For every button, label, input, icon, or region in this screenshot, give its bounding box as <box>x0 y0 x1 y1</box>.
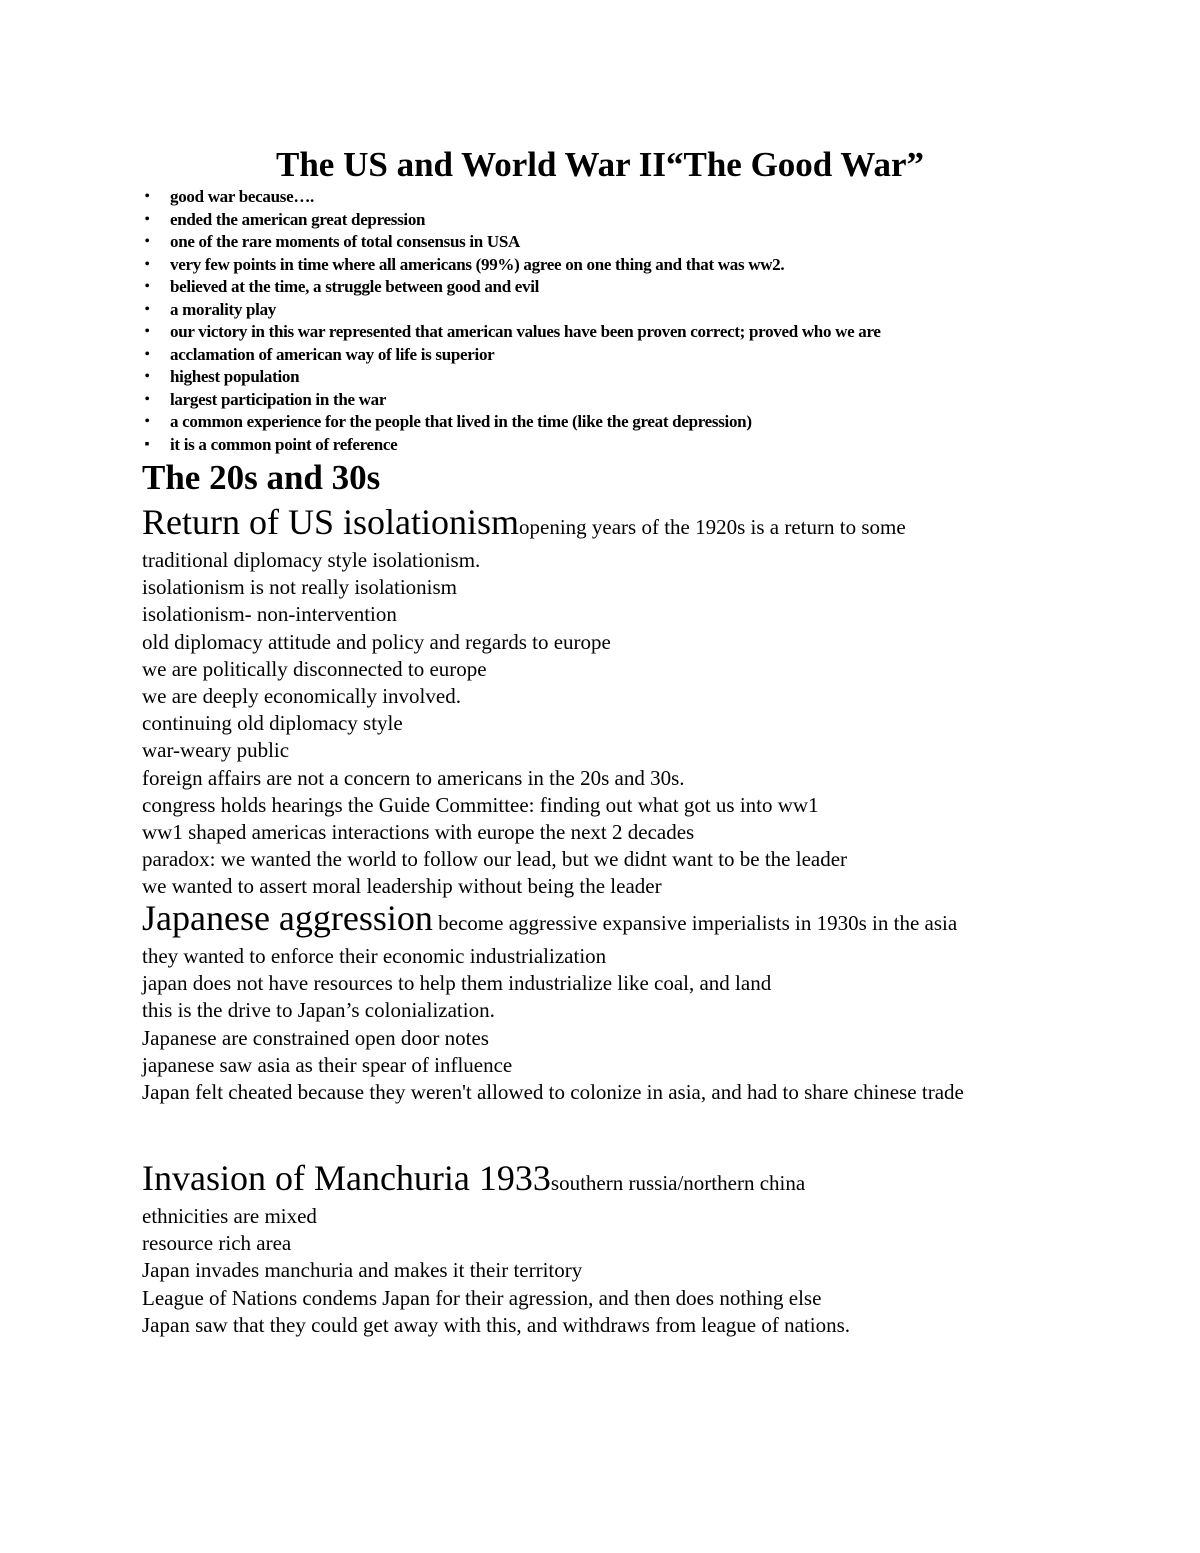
bullet-item: • a common experience for the people that lived in the time (like the great depression) <box>142 411 1142 434</box>
note-line: we are politically disconnected to europe <box>142 656 487 681</box>
note-line: we are deeply economically involved. <box>142 684 461 709</box>
manchuria-section <box>142 1158 1142 1339</box>
isolationism-lead-text: opening years of the 1920s is a return to some <box>519 515 906 539</box>
isolationism-heading: Return of US isolationism <box>142 502 519 542</box>
note-line: isolationism is not really isolationism <box>142 575 457 600</box>
good-war-bullet-list <box>142 186 1142 456</box>
note-line: Japanese are constrained open door notes <box>142 1025 489 1050</box>
note-line: foreign affairs are not a concern to americans in the 20s and 30s. <box>142 765 685 790</box>
note-line: Japan invades manchuria and makes it their territory <box>142 1258 583 1283</box>
bullet-glyph: • <box>144 369 150 384</box>
note-line: paradox: we wanted the world to follow our lead, but we didnt want to be the leader <box>142 847 848 872</box>
bullet-item: ▪ it is a common point of reference <box>142 434 1142 457</box>
bullet-glyph: • <box>144 346 150 362</box>
note-line: ethnicities are mixed <box>142 1204 317 1228</box>
bullet-glyph: • <box>144 414 150 429</box>
note-line: League of Nations condems Japan for their agression, and then does nothing else <box>142 1285 822 1310</box>
note-line: they wanted to enforce their economic industrialization <box>142 944 607 968</box>
bullet-item: • very few points in time where all americans (99%) agree on one thing and that was ww2. <box>142 254 1142 277</box>
note-line: japan does not have resources to help them industrialize like coal, and land <box>142 971 772 996</box>
bullet-glyph: • <box>144 391 150 407</box>
note-line: continuing old diplomacy style <box>142 711 403 736</box>
document-title: The US and World War II“The Good War” <box>275 145 924 184</box>
manchuria-heading: Invasion of Manchuria 1933 <box>142 1158 551 1198</box>
isolationism-section <box>142 502 1142 901</box>
bullet-glyph: • <box>144 211 150 227</box>
bullet-glyph: • <box>144 279 150 294</box>
isolationism-lead <box>142 502 1142 547</box>
note-line: traditional diplomacy style isolationism. <box>142 548 481 572</box>
note-line: we wanted to assert moral leadership without being the leader <box>142 874 662 899</box>
note-line: this is the drive to Japan’s colonialization. <box>142 998 495 1023</box>
note-line: Japan felt cheated because they weren't allowed to colonize in asia, and had to share chinese trade <box>142 1080 964 1105</box>
bullet-glyph: • <box>144 301 150 317</box>
japanese-aggression-lead-text: become aggressive expansive imperialists in 1930s in the asia <box>432 911 958 935</box>
note-line: isolationism- non-intervention <box>142 602 397 627</box>
note-line: Japan saw that they could get away with this, and withdraws from league of nations. <box>142 1312 850 1337</box>
note-line: japanese saw asia as their spear of influence <box>142 1052 513 1077</box>
note-line: resource rich area <box>142 1231 292 1256</box>
bullet-item: • ended the american great depression <box>142 209 1142 232</box>
bullet-glyph: • <box>144 256 150 272</box>
bullet-item: • one of the rare moments of total consensus in USA <box>142 231 1142 254</box>
note-line: congress holds hearings the Guide Committee: finding out what got us into ww1 <box>142 792 819 817</box>
japanese-aggression-section <box>142 898 1142 1106</box>
bullet-glyph: • <box>144 189 150 204</box>
japanese-aggression-heading: Japanese aggression <box>142 898 433 938</box>
section-heading-20s-30s: The 20s and 30s <box>142 458 381 497</box>
bullet-item: • believed at the time, a struggle between good and evil <box>142 276 1142 299</box>
bullet-item: • good war because…. <box>142 186 1142 209</box>
note-line: war-weary public <box>142 738 290 763</box>
bullet-glyph: • <box>144 234 150 249</box>
bullet-item: • highest population <box>142 366 1142 389</box>
bullet-glyph: ▪ <box>144 436 150 452</box>
note-line: ww1 shaped americas interactions with europe the next 2 decades <box>142 820 695 845</box>
bullet-item: • a morality play <box>142 299 1142 322</box>
note-line: old diplomacy attitude and policy and regards to europe <box>142 629 611 654</box>
bullet-glyph: • <box>144 324 150 339</box>
bullet-item: • our victory in this war represented that american values have been proven correct; proved who we are <box>142 321 1142 344</box>
manchuria-lead <box>142 1158 1142 1203</box>
bullet-item: • acclamation of american way of life is superior <box>142 344 1142 367</box>
manchuria-lead-text: southern russia/northern china <box>550 1171 806 1195</box>
bullet-item: • largest participation in the war <box>142 389 1142 412</box>
japanese-aggression-lead <box>142 898 1142 943</box>
